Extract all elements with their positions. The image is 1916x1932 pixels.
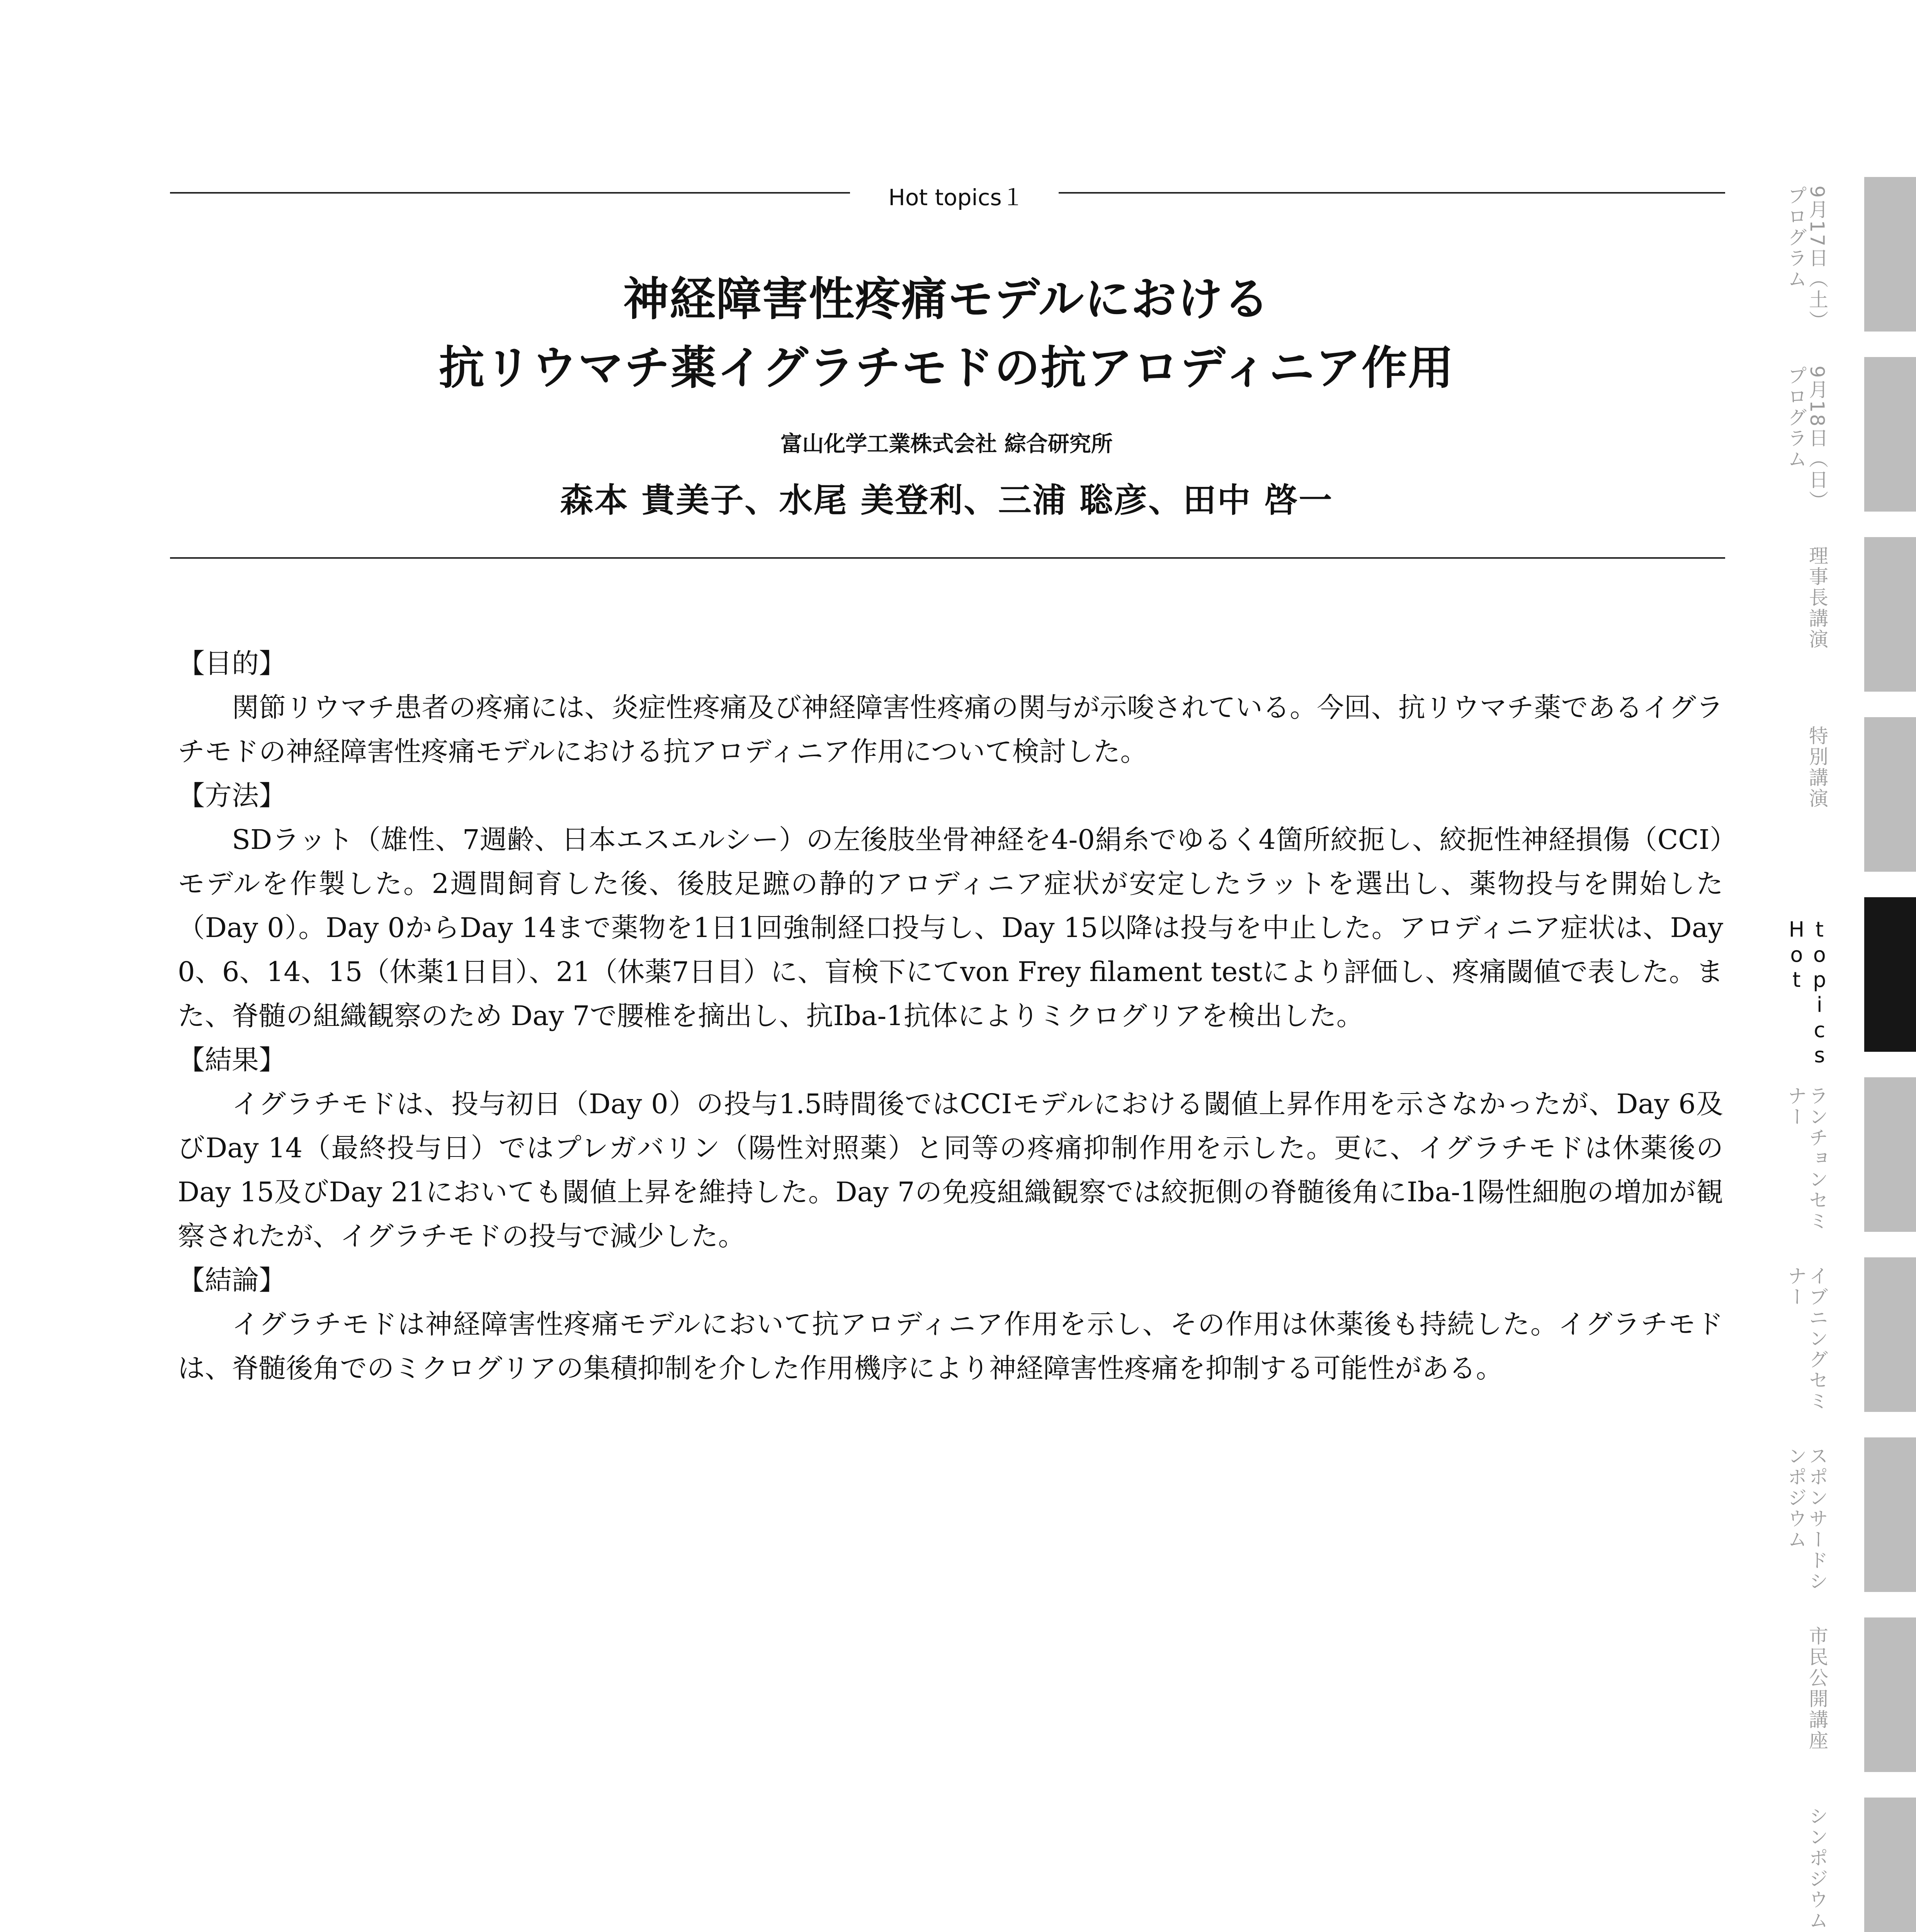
- side-tab-label: ランチョンセミナー: [1785, 1086, 1828, 1232]
- section-text-methods: SDラット（雄性、7週齢、日本エスエルシー）の左後肢坐骨神経を4-0絹糸でゆるく4箇所絞扼し、絞扼性神経損傷（CCI）モデルを作製した。2週間飼育した後、後肢足蹠の静的アロディニア症状が安定したラットを選出し、薬物投与を開始した（Day 0）。Day 0からDay 14まで薬物を1日1回強制経口投与し、Day 15以降は投与を中止した。アロディニア症状は、Day 0、6、14、15（休薬1日目）、21（休薬7日目）に、盲検下にてvon Frey filament testにより評価し、疼痛閾値で表した。また、脊髄の組織観察のため Day 7で腰椎を摘出し、抗Iba-1抗体によりミクログリアを検出した。: [178, 824, 1723, 1032]
- header-rule-right: [1059, 192, 1725, 194]
- side-tab-bar: [1864, 1077, 1916, 1232]
- side-tab-bar: [1864, 177, 1916, 332]
- section-text-conclusion: イグラチモドは神経障害性疼痛モデルにおいて抗アロディニア作用を示し、その作用は休薬後も持続した。イグラチモドは、脊髄後角でのミクログリアの集積抑制を介した作用機序により神経障害性疼痛を抑制する可能性がある。: [178, 1308, 1723, 1384]
- affiliation: 富山化学工業株式会社 綜合研究所: [780, 431, 1113, 457]
- side-tab-label: スポンサードシンポジウム: [1785, 1446, 1828, 1592]
- side-tab-bar: [1864, 1798, 1916, 1932]
- title-divider: [170, 557, 1725, 559]
- side-tab-bar: [1864, 717, 1916, 872]
- running-header: [170, 184, 1725, 211]
- section-text-results: イグラチモドは、投与初日（Day 0）の投与1.5時間後ではCCIモデルにおける閾値上昇作用を示さなかったが、Day 6及びDay 14（最終投与日）ではプレガバリン（陽性対照薬）と同等の疼痛抑制作用を示した。更に、イグラチモドは休薬後のDay 15及びDay 21においても閾値上昇を維持した。Day 7の免疫組織観察では絞扼側の脊髄後角にIba-1陽性細胞の増加が観察されたが、イグラチモドの投与で減少した。: [178, 1088, 1723, 1252]
- section-text-purpose: 関節リウマチ患者の疼痛には、炎症性疼痛及び神経障害性疼痛の関与が示唆されている。今回、抗リウマチ薬であるイグラチモドの神経障害性疼痛モデルにおける抗アロディニア作用について検討した。: [178, 692, 1723, 767]
- section-label: Hot topics１: [888, 184, 1024, 211]
- side-tab-sponsored-symposium[interactable]: [1777, 1434, 1916, 1597]
- section-heading-conclusion: 【結論】: [178, 1264, 286, 1296]
- side-tab-label: 市民公開講座: [1806, 1626, 1828, 1751]
- side-tab-symposium[interactable]: [1777, 1794, 1916, 1932]
- title-line-2: 抗リウマチ薬イグラチモドの抗アロディニア作用: [439, 341, 1455, 395]
- side-tab-label: 9月18日（日）プログラム: [1785, 366, 1828, 512]
- side-tab-bar: [1864, 1257, 1916, 1412]
- header-rule-left: [170, 192, 850, 194]
- side-index-tabs: [1777, 174, 1916, 1932]
- side-tab-special-lecture[interactable]: [1777, 714, 1916, 876]
- abstract-body: [178, 641, 1723, 1390]
- side-tab-label: 特別講演: [1806, 726, 1828, 809]
- side-tab-label: 9月17日（土）プログラム: [1785, 185, 1828, 332]
- side-tab-luncheon-seminar[interactable]: [1777, 1074, 1916, 1236]
- side-tab-label: Hot topics: [1784, 917, 1832, 1068]
- section-heading-purpose: 【目的】: [178, 648, 286, 679]
- side-tab-bar: [1864, 357, 1916, 512]
- side-tab-bar: [1864, 537, 1916, 692]
- side-tab-label: 理事長講演: [1806, 546, 1828, 650]
- title-line-1: 神経障害性疼痛モデルにおける: [623, 272, 1270, 326]
- section-heading-methods: 【方法】: [178, 780, 286, 811]
- side-tab-bar: [1864, 1437, 1916, 1592]
- authors: 森本 貴美子、水尾 美登利、三浦 聡彦、田中 啓一: [560, 481, 1333, 520]
- side-tab-hot-topics[interactable]: [1777, 894, 1916, 1068]
- side-tab-evening-seminar[interactable]: [1777, 1254, 1916, 1417]
- side-tab-bar: [1864, 1617, 1916, 1772]
- side-tab-public-lecture[interactable]: [1777, 1614, 1916, 1777]
- section-heading-results: 【結果】: [178, 1044, 286, 1076]
- side-tab-program-day2[interactable]: [1777, 354, 1916, 516]
- side-tab-chairman-lecture[interactable]: [1777, 534, 1916, 696]
- side-tab-bar: [1864, 897, 1916, 1052]
- side-tab-program-day1[interactable]: [1777, 174, 1916, 336]
- side-tab-label: シンポジウム: [1806, 1806, 1828, 1931]
- side-tab-label: イブニングセミナー: [1785, 1266, 1828, 1412]
